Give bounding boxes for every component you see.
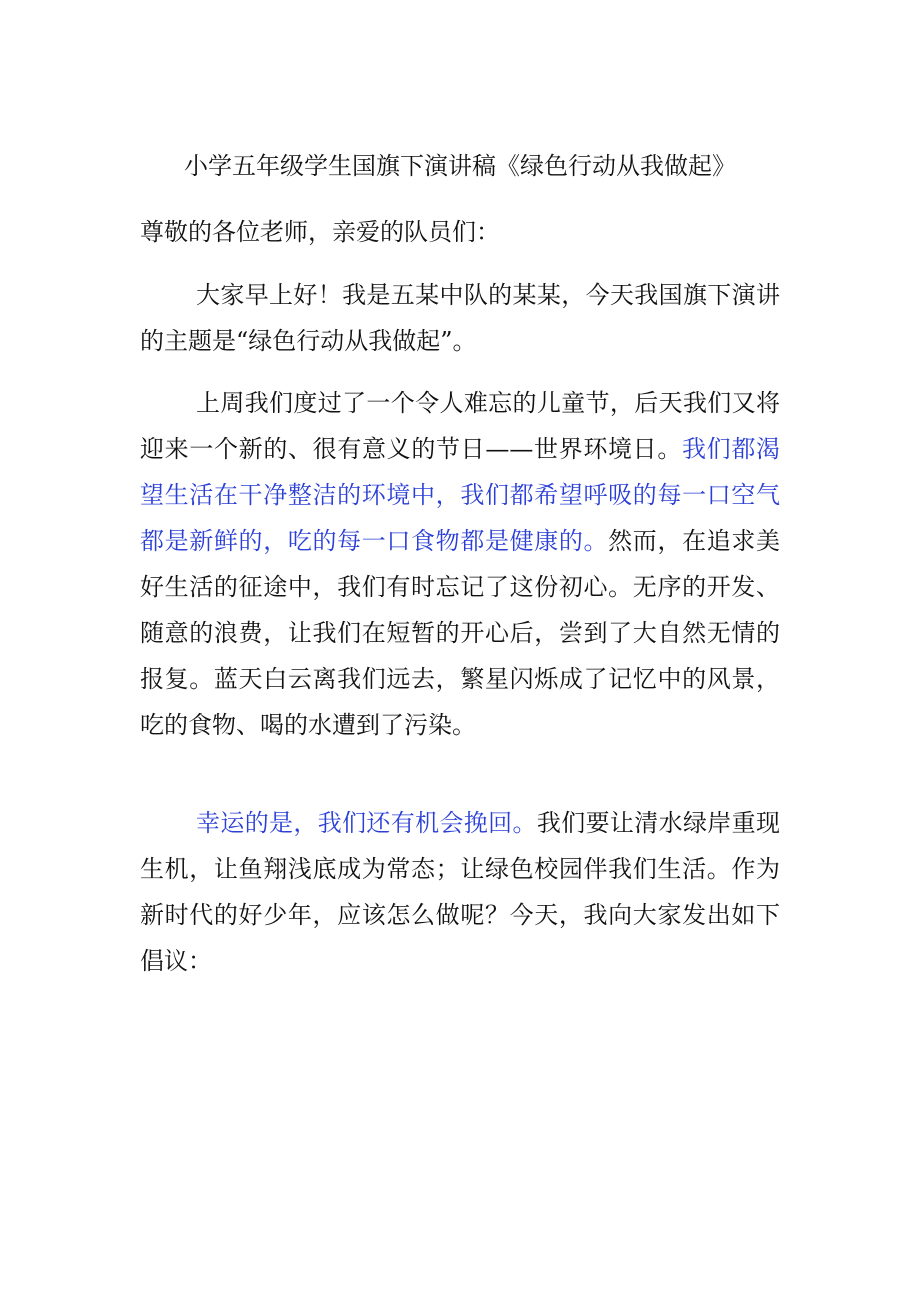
highlighted-text: 我们都渴望生活在干净整洁的环境中，我们都希望呼吸的每一口空气都是新鲜的，吃的每一口食物都是健康的。 bbox=[140, 435, 780, 555]
paragraph-text: 我们要让清水绿岸重现生机，让鱼翔浅底成为常态；让绿色校园伴我们生活。作为新时代的好少年，应该怎么做呢？今天，我向大家发出如下倡议： bbox=[140, 809, 781, 975]
paragraph-proposal bbox=[140, 800, 780, 984]
paragraph-greeting bbox=[140, 272, 780, 364]
paragraph-environment-day bbox=[140, 380, 780, 748]
paragraph-text: 上周我们度过了一个令人难忘的儿童节，后天我们又将迎来一个新的、很有意义的节日——世界环境日。 bbox=[140, 389, 780, 463]
document-title: 小学五年级学生国旗下演讲稿《绿色行动从我做起》 bbox=[184, 152, 736, 180]
paragraph-text: 然而，在追求美好生活的征途中，我们有时忘记了这份初心。无序的开发、随意的浪费，让我们在短暂的开心后，尝到了大自然无情的报复。蓝天白云离我们远去，繁星闪烁成了记忆中的风景，吃的食物、喝的水遭到了污染。 bbox=[140, 527, 781, 739]
highlighted-text: 幸运的是，我们还有机会挽回。 bbox=[196, 809, 537, 837]
paragraph-text: 大家早上好！我是五某中队的某某，今天我国旗下演讲的主题是“绿色行动从我做起”。 bbox=[140, 281, 780, 355]
salutation: 尊敬的各位老师，亲爱的队员们： bbox=[140, 218, 500, 246]
